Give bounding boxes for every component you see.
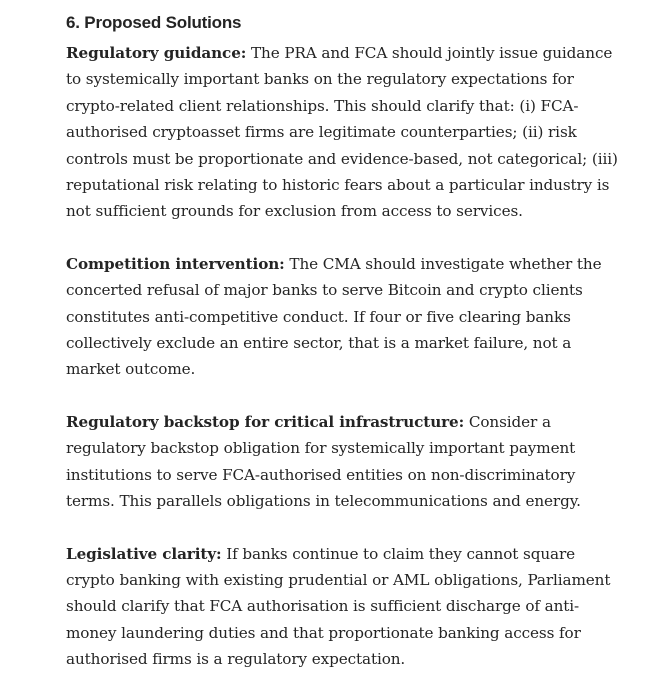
paragraph-label: Regulatory backstop for critical infrastructure: — [66, 412, 465, 431]
paragraph-text: The CMA should investigate whether the concerted refusal of major banks to serve Bitcoin and crypto clients constitutes anti-competitive conduct. If four or five clearing banks collectively exclude an entire sector, that is a market failure, not a market outcome. — [66, 254, 602, 379]
paragraph-label: Regulatory guidance: — [66, 44, 247, 62]
paragraph-text: If banks continue to claim they cannot square crypto banking with existing prudential or AML obligations, Parliament should clarify that FCA authorisation is sufficient discharge of anti-money laundering duties and that proportionate banking access for authorised firms is a regulatory expectation. — [66, 544, 611, 669]
paragraph-text: The PRA and FCA should jointly issue guidance to systemically important banks on the regulatory expectations for crypto-related client relationships. This should clarify that: (i) FCA-authorised cryptoasset firms are legitimate counterparties; (ii) risk controls must be proportionate and evidence-based, not categorical; (iii) reputational risk relating to historic fears about a particular industry is not sufficient grounds for exclusion from access to services. — [66, 44, 618, 221]
paragraph-label: Legislative clarity: — [66, 544, 222, 563]
paragraph-competition-intervention — [66, 251, 626, 383]
paragraph-regulatory-guidance — [66, 40, 626, 225]
paragraph-legislative-clarity — [66, 541, 626, 673]
paragraph-regulatory-backstop — [66, 409, 626, 515]
paragraph-text: Consider a regulatory backstop obligation for systemically important payment institutions to serve FCA-authorised entities on non-discriminatory terms. This parallels obligations in telecommunications and energy. — [66, 412, 581, 511]
paragraph-label: Competition intervention: — [66, 254, 285, 273]
section-heading: 6. Proposed Solutions — [66, 13, 242, 32]
article-section — [66, 0, 626, 673]
